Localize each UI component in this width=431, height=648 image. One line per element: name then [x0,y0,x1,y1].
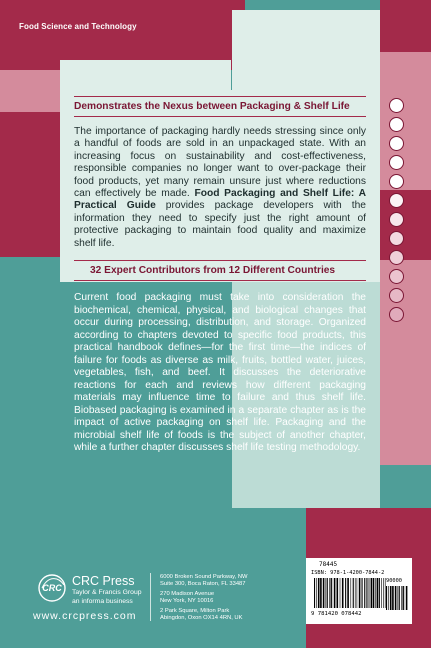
barcode-bar [406,586,408,610]
barcode-bar [395,586,397,610]
price-code: 90000 [386,578,402,584]
barcode-bar [359,578,361,608]
barcode-bar [316,578,317,608]
barcode-bar [379,578,380,608]
address-boca-raton [160,574,248,588]
barcode-bar [329,578,330,608]
barcode-bar [334,578,336,608]
footer-divider [150,573,151,621]
barcode-bar [364,578,365,608]
binder-dot [389,174,404,189]
barcode-addon-bars [386,586,408,610]
barcode-bar [401,586,402,610]
barcode-bar [342,578,344,608]
pale-block-top [232,10,380,90]
address-line: 6000 Broken Sound Parkway, NW [160,574,248,580]
barcode-bar [373,578,375,608]
barcode-bar [377,578,379,608]
crimson-block-left [0,112,60,257]
publisher-name: CRC Press [72,574,135,588]
series-label: Food Science and Technology [19,22,137,31]
rose-block-right-low [380,260,431,465]
rule-before-contributors [74,260,366,261]
address-line: Suite 300, Boca Raton, FL 33487 [160,581,246,587]
publisher-logo [36,573,68,603]
intro-text: The importance of packaging hardly needs stressing since only a handful of foods are sold in an unpackaged state. With an increasing focus on sustainability and cost-effectiveness, responsible companies no longer want to over-package their food products, yet many remain unsure just where reductions can effectively be made. [74,126,366,200]
barcode-bars [314,578,386,608]
barcode-bar [383,578,384,608]
barcode-bar [369,578,370,608]
catalog-number: 78445 [319,561,338,568]
rule-after-contributors [74,280,366,281]
barcode-bar [327,578,328,608]
barcode-bar [357,578,358,608]
barcode-bar [318,578,320,608]
barcode-bar [392,586,394,610]
barcode-bar [362,578,363,608]
publisher-group: Taylor & Francis Group [72,589,142,596]
crimson-block-top-right [380,0,431,52]
binder-dot [389,155,404,170]
barcode-bar [345,578,346,608]
barcode-bar [314,578,315,608]
barcode-bar [347,578,349,608]
crimson-block-right-mid [380,190,431,260]
binder-dot [389,136,404,151]
address-abingdon [160,608,243,622]
address-line: New York, NY 10016 [160,598,214,604]
address-line: 2 Park Square, Milton Park [160,608,230,614]
binder-dot [389,98,404,113]
binder-dot [389,193,404,208]
rule-under-heading [74,116,366,117]
binder-dot [389,269,404,284]
binder-dot [389,250,404,265]
barcode-bar [340,578,341,608]
barcode-bar [320,578,322,608]
barcode-bar [355,578,356,608]
binder-dot [389,117,404,132]
barcode-bar [337,578,339,608]
nexus-heading: Demonstrates the Nexus between Packaging & Shelf Life [74,101,350,112]
barcode-bar [399,586,400,610]
intro-paragraph [74,126,366,250]
address-line: Abingdon, Oxon OX14 4RN, UK [160,615,243,621]
intro-text-rest: provides package developers with the information they need to specify just the right amount of protective packaging to maintain food quality and maximize shelf life. [74,200,366,249]
barcode-bar [386,586,387,610]
address-new-york [160,591,214,605]
publisher-website[interactable]: www.crcpress.com [33,610,137,622]
binder-dot [389,231,404,246]
binder-dot [389,307,404,322]
rule-top [74,96,366,97]
barcode-bar [371,578,372,608]
barcode-bar [326,578,327,608]
barcode-bar [398,586,399,610]
barcode-bar [375,578,376,608]
barcode-bar [331,578,332,608]
barcode-bar [388,586,389,610]
binder-dot [389,212,404,227]
barcode-bar [370,578,371,608]
crc-logo-text: CRC [42,583,62,593]
barcode-bar [323,578,325,608]
address-line: 270 Madison Avenue [160,591,215,597]
ean-digits: 9 781420 078442 [311,611,362,617]
rose-block-right [380,52,431,190]
book-title: Food Packaging and Shelf Life: A Practical Guide [74,188,366,212]
barcode-bar [381,578,382,608]
barcode-bar [353,578,354,608]
isbn-text: ISBN: 978-1-4200-7844-2 [311,570,385,576]
barcode-bar [390,586,392,610]
contributors-heading: 32 Expert Contributors from 12 Different Countries [90,265,336,276]
barcode-bar [351,578,352,608]
publisher-business: an informa business [72,598,133,605]
rose-block-left [0,70,60,112]
binder-dot [389,288,404,303]
description-paragraph: Current food packaging must take into consideration the biochemical, chemical, physical, and biological changes that occur during processing, distribution, and storage. Organized according to chapters devoted to specific food products, this practical handbook defines—for the first time—the indices of failure for foods as diverse as milk, fruits, bottled water, juices, vegetables, fish, and beef. It discusses the deteriorative reactions for each and reviews how different packaging materials may influence time to failure and thus shelf life. Biobased packaging is examined in a separate chapter as is the impact of active packaging on shelf life. Packaging and the microbial shelf life of foods is the subject of another chapter, while a further chapter discusses shelf life testing methodology. [74,292,366,453]
teal-block-right [380,465,431,508]
barcode-bar [366,578,367,608]
barcode-panel [306,558,412,624]
barcode-bar [403,586,404,610]
